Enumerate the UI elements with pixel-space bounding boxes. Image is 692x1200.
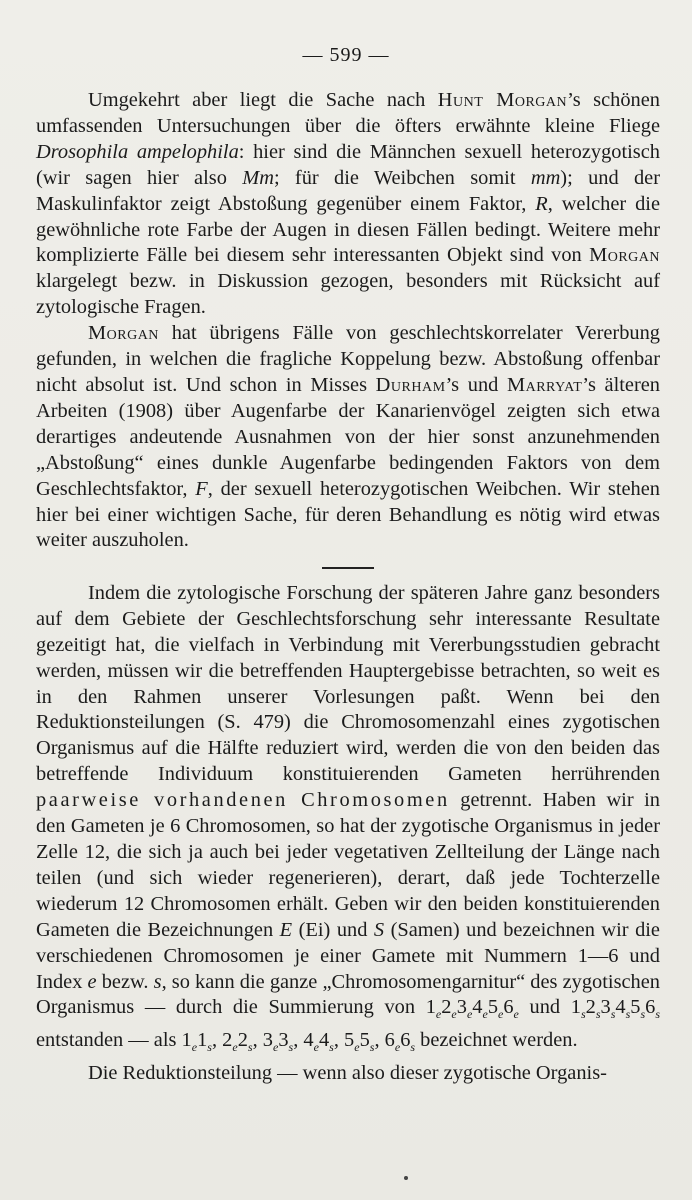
paragraph-2: Morgan hat übrigens Fälle von geschlechtskorrelater Vererbung gefunden, in welchen die fragliche Koppelung bezw. Abstoßung offenbar nicht absolut ist. Und schon in Misses Durham’s und Marryat’s älteren Arbeiten (1908) über Augenfarbe der Kanarienvögel zeigten sich etwa derartiges andeutende Ausnahmen von der hier sonst anzunehmenden „Abstoßung“ eines dunkle Augenfarbe bedingenden Faktors von dem Geschlechtsfaktor, F, der sexuell heterozygotischen Weibchen. Wir stehen hier bei einer wichtigen Sache, für deren Behandlung es nötig wird etwas weiter auszuholen. [36,322,660,552]
body-text [36,88,660,1087]
paragraph-3: Indem die zytologische Forschung der späteren Jahre ganz besonders auf dem Gebiete der Geschlechtsforschung sehr interessante Resultate gezeitigt hat, die vielfach in Verbindung mit Vererbungsstudien gebracht werden, müssen wir die betreffenden Hauptergebisse betrachten, so weit es in den Rahmen unserer Vorlesungen paßt. Wenn bei den Reduktionsteilungen (S. 479) die Chromosomenzahl eines zygotischen Organismus auf die Hälfte reduziert wird, werden die von den beiden das betreffende Individuum konstituierenden Gameten herrührenden paarweise vorhandenen Chromosomen getrennt. Haben wir in den Gameten je 6 Chromosomen, so hat der zygotische Organismus in jeder Zelle 12, die sich ja auch bei jeder vegetativen Zellteilung der Länge nach teilen (und sich wieder regenerieren), derart, daß jede Tochterzelle wiederum 12 Chromosomen erhält. Geben wir den beiden konstituierenden Gameten die Bezeichnungen E (Ei) und S (Samen) und bezeichnen wir die verschiedenen Chromosomen je einer Gamete mit Nummern 1—6 und Index e bezw. s, so kann die ganze „Chromosomengarnitur“ des zygotischen Organismus — durch die Summierung von $1_e2_e3_e4_e5_e6_e$ und $1_s2_s3_s4_s5_s6_s$ entstanden — als $1_e1_s$, $2_e2_s$, $3_e3_s$, $4_e4_s$, $5_e5_s$, $6_e6_s$ bezeichnet werden. [36,581,661,1055]
formula-pairs: $1_e1_s$, $2_e2_s$, $3_e3_s$, $4_e4_s$, $5_e5_s$, $6_e6_s$ [181,1029,416,1055]
paragraph-1: Umgekehrt aber liegt die Sache nach Hunt Morgan’s schönen umfassenden Untersuchungen über die öfters erwähnte kleine Fliege Drosophila ampelophila: hier sind die Männchen sexuell heterozygotisch (wir sagen hier also Mm; für die Weibchen somit mm); und der Maskulinfaktor zeigt Abstoßung gegenüber einem Faktor, R, welcher die gewöhnliche rote Farbe der Augen in diesen Fällen bedingt. Weitere mehr komplizierte Fälle bei diesem sehr interessanten Objekt sind von Morgan klargelegt bezw. in Diskussion gezogen, besonders mit Rücksicht auf zytologische Fragen. [36,89,661,319]
paragraph-4: Die Reduktionsteilung — wenn also dieser zygotische Organis- [88,1062,607,1085]
formula-egg: $1_e2_e3_e4_e5_e6_e$ [425,996,519,1022]
section-divider [322,567,374,569]
page-number: — 599 — [302,44,390,66]
formula-sperm: $1_s2_s3_s4_s5_s6_s$ [570,996,660,1022]
ink-speck [404,1176,408,1180]
